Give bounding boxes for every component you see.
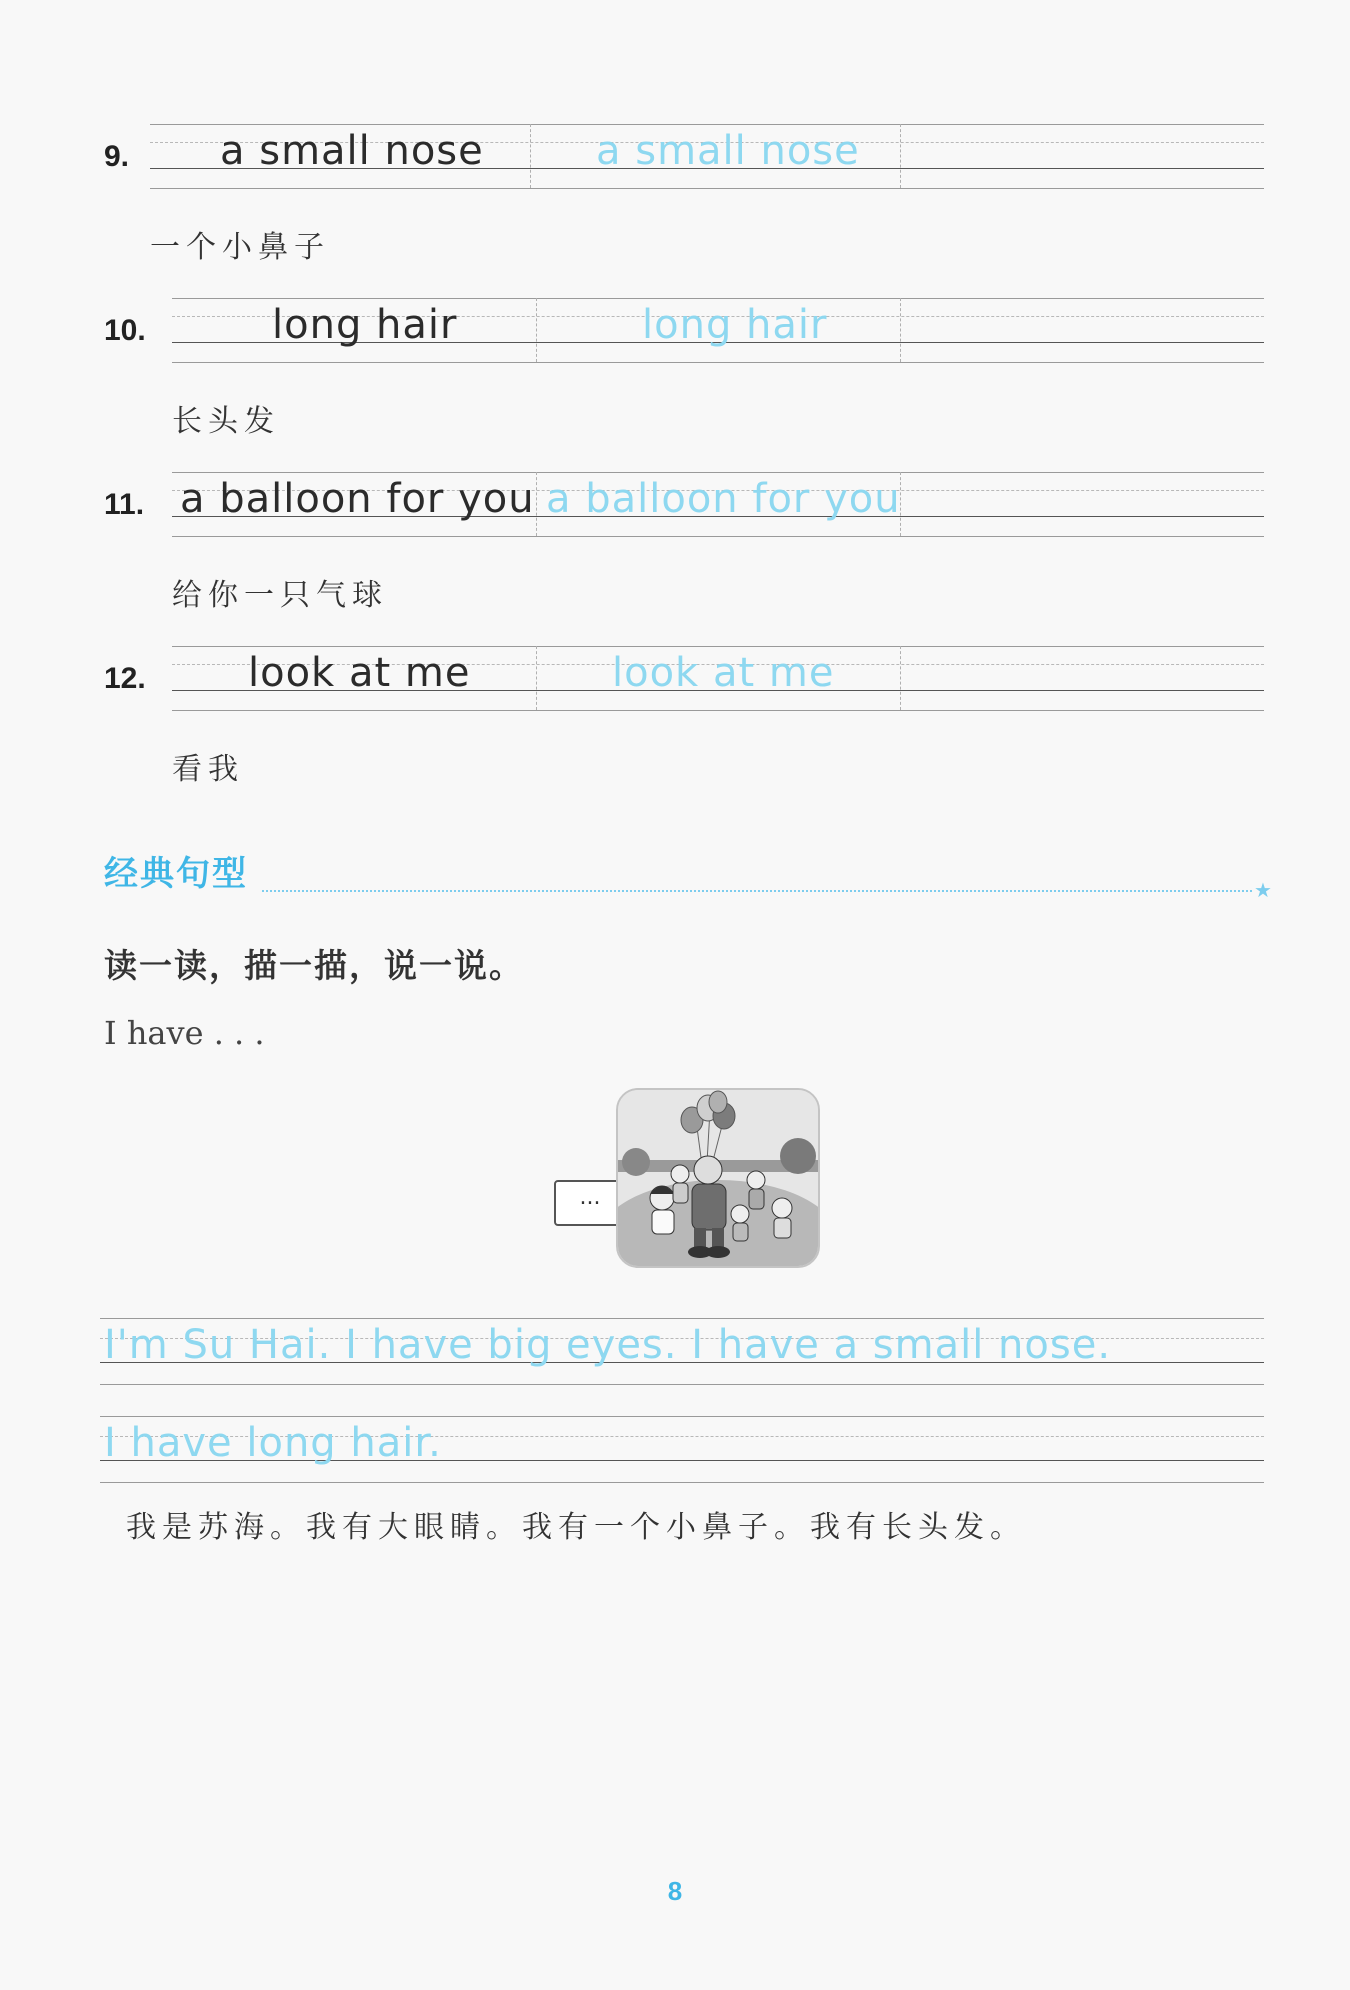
phrase-trace: a small nose	[596, 128, 860, 174]
sentence-trace-1: I'm Su Hai. I have big eyes. I have a small nose.	[104, 1322, 1112, 1368]
speech-bubble: ...	[554, 1180, 626, 1226]
writing-lines	[172, 646, 1264, 716]
writing-lines	[150, 124, 1264, 194]
chinese-meaning: 给你一只气球	[172, 578, 388, 613]
item-number: 11.	[104, 488, 145, 521]
phrase-model: long hair	[272, 302, 458, 348]
phrase-model: look at me	[248, 650, 471, 696]
sentence-chinese: 我是苏海。我有大眼睛。我有一个小鼻子。我有长头发。	[126, 1510, 1026, 1545]
phrase-model: a balloon for you	[180, 476, 535, 522]
sentence-trace-2: I have long hair.	[104, 1420, 442, 1466]
section-title: 经典句型	[104, 854, 248, 894]
writing-lines	[172, 472, 1264, 542]
instruction: 读一读，描一描，说一说。	[104, 946, 524, 985]
sentence-prompt: I have . . .	[104, 1014, 265, 1052]
star-icon: ★	[1254, 878, 1272, 902]
item-number: 10.	[104, 314, 146, 347]
children-illustration	[616, 1088, 820, 1268]
vocab-row-12	[0, 646, 1350, 716]
phrase-trace: a balloon for you	[546, 476, 901, 522]
item-number: 9.	[104, 140, 130, 173]
phrase-trace: long hair	[642, 302, 828, 348]
phrase-trace: look at me	[612, 650, 835, 696]
section-divider	[262, 890, 1252, 892]
item-number: 12.	[104, 662, 146, 695]
vocab-row-9	[0, 124, 1350, 194]
phrase-model: a small nose	[220, 128, 484, 174]
vocab-row-10	[0, 298, 1350, 368]
chinese-meaning: 长头发	[172, 404, 280, 439]
illustration-drawing	[618, 1090, 818, 1266]
vocab-row-11	[0, 472, 1350, 542]
page-number: 8	[667, 1876, 683, 1906]
writing-lines	[172, 298, 1264, 368]
chinese-meaning: 一个小鼻子	[150, 230, 330, 265]
chinese-meaning: 看我	[172, 752, 244, 787]
